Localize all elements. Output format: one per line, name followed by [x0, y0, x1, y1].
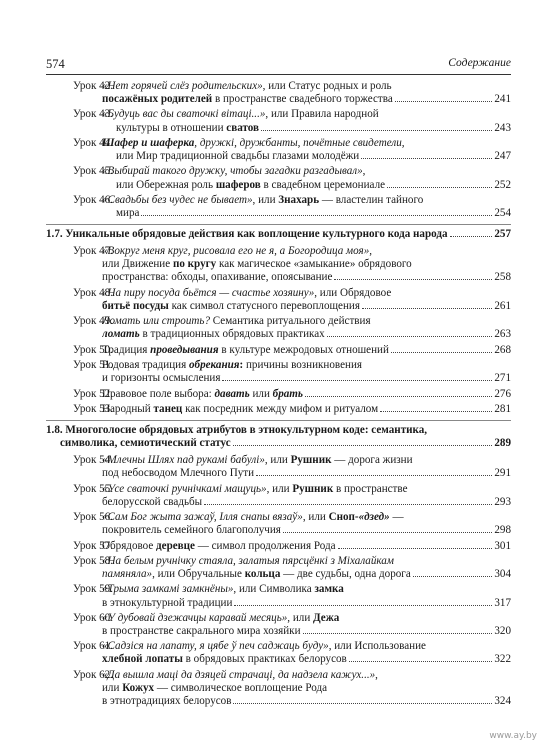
lesson-label: Урок 55. [73, 482, 114, 495]
section-page: 289 [494, 437, 511, 450]
table-of-contents [46, 80, 511, 710]
toc-entry[interactable]: Урок 52. Правовое поле выбора: давать или брать 276 [46, 388, 511, 401]
lesson-label: Урок 60. [73, 611, 114, 624]
toc-entry[interactable]: Урок 42. «Нет горячей слёз родительских», или Статус родных и роль посажёных родителей в пространстве свадебного торжества 241 [46, 80, 511, 106]
toc-entry[interactable]: Урок 45. «Выбирай такого дружку, чтобы загадки разгадывал», или Обережная роль шаферов в свадебном церемониале 252 [46, 165, 511, 191]
section-title: Содержание [448, 57, 511, 69]
toc-entry[interactable]: Урок 60. «У дубовай дзежачцы каравай месяць», или Дежа в пространстве сакрального мира хозяйки 320 [46, 612, 511, 638]
divider [46, 420, 511, 421]
toc-entry[interactable]: Урок 49. Ломать или строить? Семантика ритуального действия ломать в традиционных обрядовых практиках 263 [46, 315, 511, 341]
divider [46, 224, 511, 225]
lesson-label: Урок 59. [73, 583, 114, 596]
toc-entry[interactable]: Урок 59. «Трыма замкамі замкнёны», или Символика замка в этнокультурной традиции 317 [46, 583, 511, 609]
lesson-label: Урок 46. [73, 193, 114, 206]
lesson-label: Урок 44. [73, 136, 114, 149]
lesson-label: Урок 48. [73, 286, 114, 299]
watermark: www.ay.by [489, 731, 537, 741]
section-heading: 1.7. Уникальные обрядовые действия как воплощение культурного кода народа [46, 228, 448, 241]
lesson-label: Урок 53. [73, 402, 114, 415]
lesson-label: Урок 61. [73, 640, 114, 653]
toc-entry[interactable]: Урок 47. «Вокруг меня круг, рисовала его не я, а Богородица моя», или Движение по кругу как магическое «замыкание» обрядового пространства: обходы, опахивание, опоясывание 258 [46, 245, 511, 284]
lesson-label: Урок 43. [73, 108, 114, 121]
toc-entry[interactable]: Урок 43. «Будуць вас ды сваточкі вітаці...», или Правила народной культуры в отношении сватов 243 [46, 108, 511, 134]
toc-entry[interactable]: Урок 55. «Усе сваточкі ручнічкамі мащуць», или Рушник в пространстве белорусской свадьбы 293 [46, 483, 511, 509]
toc-entry[interactable]: Урок 48. «На пиру посуда бьётся — счастье хозяину», или Обрядовое битьё посуды как символ статусного перевоплощения 261 [46, 287, 511, 313]
toc-section[interactable] [46, 228, 511, 241]
lesson-label: Урок 45. [73, 165, 114, 178]
lesson-label: Урок 49. [73, 315, 114, 328]
toc-entry[interactable]: Урок 53. Народный танец как посредник между мифом и ритуалом 281 [46, 403, 511, 416]
toc-entry[interactable]: Урок 50. Традиция проведывания в культуре межродовых отношений 268 [46, 344, 511, 357]
toc-entry[interactable]: Урок 58. «На белым ручнічку стаяла, залатыя пярсцёнкі з Міхалайкам памяняла», или Обручальные кольца — две судьбы, одна дорога 304 [46, 555, 511, 581]
running-head [46, 57, 511, 73]
section-heading: 1.8. Многоголосие обрядовых атрибутов в этнокультурном коде: семантика, [46, 423, 428, 436]
lesson-label: Урок 57. [73, 539, 114, 552]
toc-entry[interactable]: Урок 54. «Млечны Шлях пад рукамі бабулі», или Рушник — дорога жизни под небосводом Млечного Пути 291 [46, 454, 511, 480]
toc-section[interactable] [46, 424, 511, 450]
lesson-label: Урок 47. [73, 245, 114, 258]
toc-entry[interactable]: Урок 57. Обрядовое деревце — символ продолжения Рода 301 [46, 540, 511, 553]
section-heading-cont: символика, семиотический статус [60, 437, 231, 450]
lesson-label: Урок 42. [73, 80, 114, 92]
lesson-label: Урок 56. [73, 511, 114, 524]
lesson-label: Урок 58. [73, 554, 114, 567]
toc-entry[interactable]: Урок 46. «Свадьбы без чудес не бывает», или Знахарь — властелин тайного мира 254 [46, 194, 511, 220]
toc-entry[interactable]: Урок 61. «Садзіся на лапату, я цябе ў печ саджаць буду», или Использование хлебной лопаты в обрядовых практиках белорусов 322 [46, 640, 511, 666]
toc-entry[interactable]: Урок 56. «Сам Бог жыта зажаў, Ілля снапы вязаў», или Сноп-«дзед» — покровитель семейного благополучия 298 [46, 511, 511, 537]
page-number: 574 [46, 57, 65, 71]
lesson-label: Урок 62. [73, 668, 114, 681]
header-rule [46, 74, 511, 75]
toc-entry[interactable]: Урок 44. Шафер и шаферка, дружкі, дружбанты, почётные свидетели, или Мир традиционной свадьбы глазами молодёжи 247 [46, 137, 511, 163]
lesson-label: Урок 50. [73, 343, 114, 356]
lesson-label: Урок 51. [73, 359, 114, 372]
lesson-label: Урок 54. [73, 454, 114, 467]
lesson-label: Урок 52. [73, 387, 114, 400]
toc-entry[interactable]: Урок 51. Родовая традиция обрекания: причины возникновения и горизонты осмысления 271 [46, 359, 511, 385]
section-page: 257 [494, 228, 511, 241]
toc-entry[interactable]: Урок 62. «Да вышла маці да дзяцей страчаці, да надзела кажух...», или Кожух — символическое воплощение Рода в этнотрадициях белорусов 324 [46, 669, 511, 708]
